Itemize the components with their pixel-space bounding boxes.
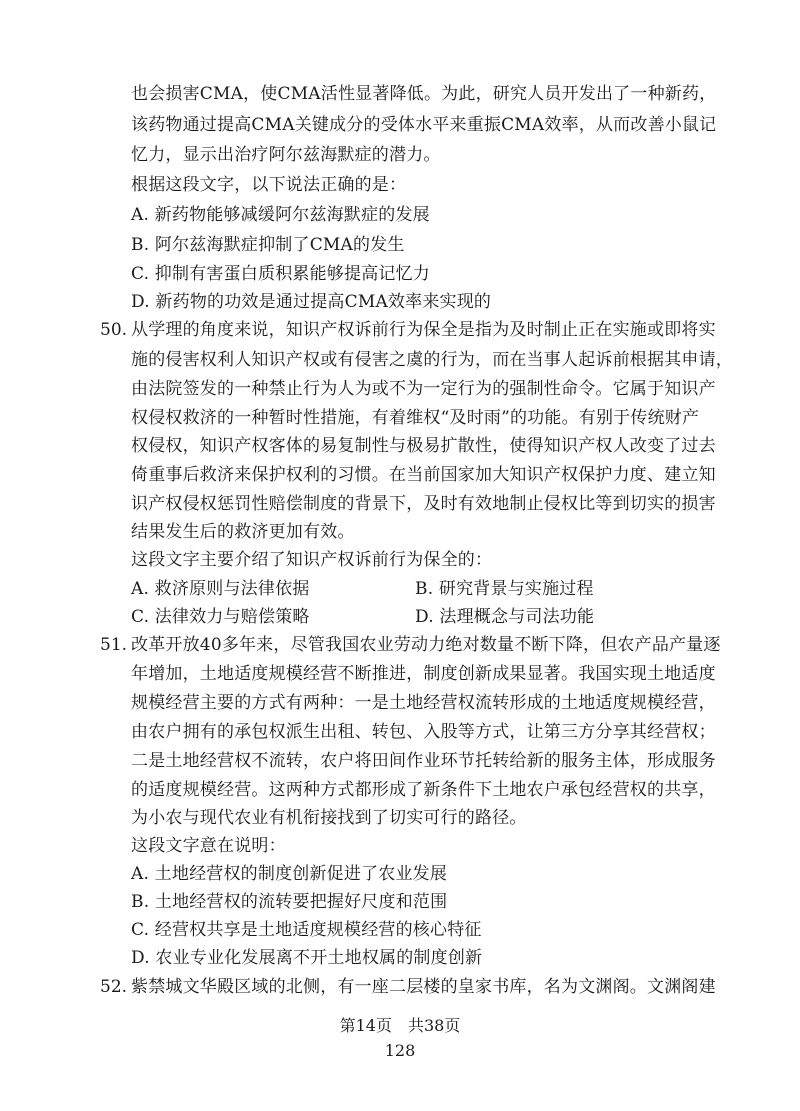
q49-passage-line-3: 忆力，显示出治疗阿尔兹海默症的潜力。 (131, 145, 441, 165)
q51-passage-line-7: 为小农与现代农业有机衔接找到了切实可行的路径。 (131, 808, 527, 828)
q51-option-a: A. 土地经营权的制度创新促进了农业发展 (131, 864, 448, 884)
q51-passage-line-6: 的适度规模经营。这两种方式都形成了新条件下土地农户承包经营权的共享， (131, 780, 716, 800)
q51-number: 51. (100, 635, 128, 655)
q51-passage-line-4: 由农户拥有的承包权派生出租、转包、入股等方式，让第三方分享其经营权； (131, 722, 716, 742)
q49-option-a: A. 新药物能够减缓阿尔兹海默症的发展 (131, 205, 430, 225)
q51-passage-line-2: 年增加，土地适度规模经营不断推进，制度创新成果显著。我国实现土地适度 (131, 664, 716, 684)
q50-passage-line-7: 识产权侵权惩罚性赔偿制度的背景下，及时有效地制止侵权比等到切实的损害 (131, 494, 716, 514)
q52-number: 52. (100, 977, 128, 997)
q50-passage-line-6: 倚重事后救济来保护权利的习惯。在当前国家加大知识产权保护力度、建立知 (131, 465, 716, 485)
q50-option-c: C. 法律效力与赔偿策略 (131, 607, 310, 627)
q49-passage-line-1: 也会损害CMA，使CMA活性显著降低。为此，研究人员开发出了一种新药， (131, 84, 717, 104)
q51-question: 这段文字意在说明： (131, 836, 286, 856)
page-number: 128 (384, 1041, 416, 1060)
q51-passage-line-3: 规模经营主要的方式有两种：一是土地经营权流转形成的土地适度规模经营， (131, 693, 716, 713)
q50-option-d: D. 法理概念与司法功能 (415, 607, 595, 627)
q50-option-b: B. 研究背景与实施过程 (415, 579, 594, 599)
q49-option-c: C. 抑制有害蛋白质积累能够提高记忆力 (131, 264, 431, 284)
q49-passage-line-2: 该药物通过提高CMA关键成分的受体水平来重振CMA效率，从而改善小鼠记 (131, 115, 717, 135)
q50-passage-line-1: 从学理的角度来说，知识产权诉前行为保全是指为及时制止正在实施或即将实 (131, 320, 716, 340)
q51-passage-line-1: 改革开放40多年来，尽管我国农业劳动力绝对数量不断下降，但农产品产量逐 (131, 635, 721, 655)
q50-passage-line-2: 施的侵害权利人知识产权或有侵害之虞的行为，而在当事人起诉前根据其申请， (131, 350, 733, 370)
q51-passage-line-5: 二是土地经营权不流转，农户将田间作业环节托转给新的服务主体，形成服务 (131, 751, 716, 771)
q50-passage-line-3: 由法院签发的一种禁止行为人为或不为一定行为的强制性命令。它属于知识产 (131, 379, 716, 399)
q50-question: 这段文字主要介绍了知识产权诉前行为保全的： (131, 550, 493, 570)
q52-passage-line-1: 紫禁城文华殿区域的北侧，有一座二层楼的皇家书库，名为文渊阁。文渊阁建 (131, 977, 716, 997)
q49-option-b: B. 阿尔兹海默症抑制了CMA的发生 (131, 235, 405, 255)
q50-passage-line-8: 结果发生后的救济更加有效。 (131, 522, 355, 542)
q50-option-a: A. 救济原则与法律依据 (131, 579, 310, 599)
page-label: 第14页 共38页 (339, 1016, 461, 1035)
q49-question: 根据这段文字，以下说法正确的是： (131, 175, 407, 195)
q49-option-d: D. 新药物的功效是通过提高CMA效率来实现的 (131, 292, 492, 312)
q51-option-c: C. 经营权共享是土地适度规模经营的核心特征 (131, 920, 482, 940)
q50-passage-line-5: 权侵权，知识产权客体的易复制性与极易扩散性，使得知识产权人改变了过去 (131, 436, 716, 456)
q50-passage-line-4: 权侵权救济的一种暂时性措施，有着维权“及时雨”的功能。有别于传统财产 (131, 408, 700, 428)
q50-number: 50. (100, 320, 128, 340)
q51-option-b: B. 土地经营权的流转要把握好尺度和范围 (131, 892, 448, 912)
q51-option-d: D. 农业专业化发展离不开土地权属的制度创新 (131, 948, 483, 968)
